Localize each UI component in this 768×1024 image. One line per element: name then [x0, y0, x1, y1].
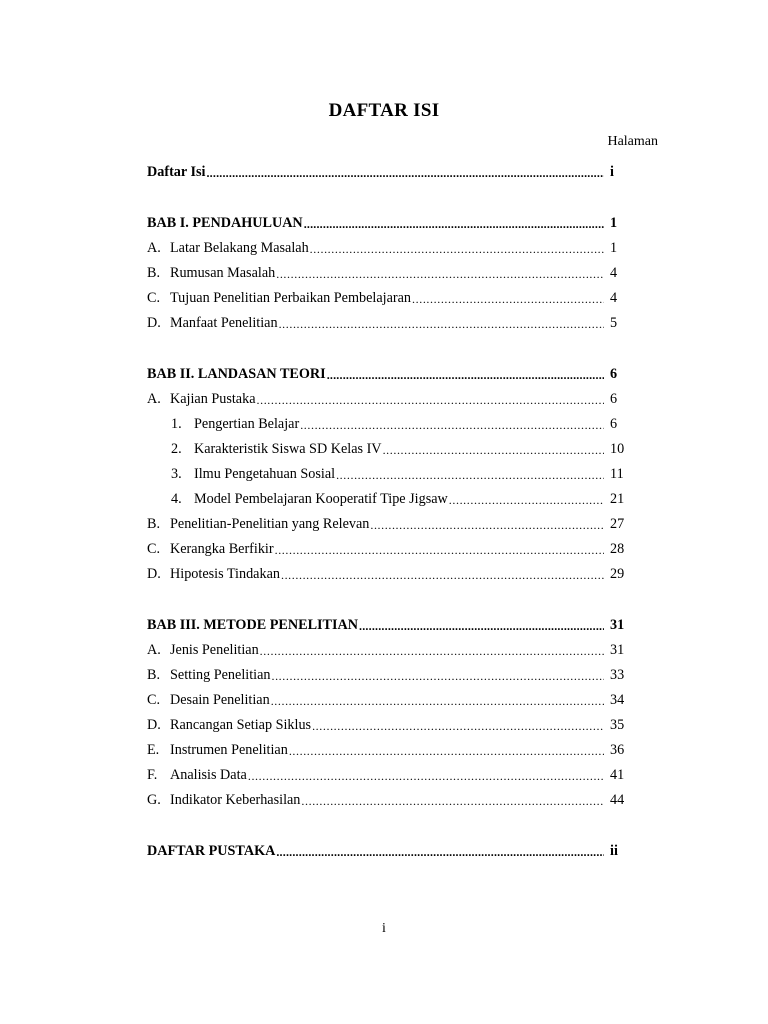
toc-entry-text: Kajian Pustaka	[170, 391, 256, 407]
toc-entry-page: 29	[610, 566, 625, 582]
toc-entry-bab1-a[interactable]	[147, 236, 628, 261]
toc-entry-bab2-a2[interactable]	[147, 437, 628, 462]
toc-entry-text: Analisis Data	[170, 767, 247, 783]
toc-entry-bab3-f[interactable]	[147, 763, 628, 788]
dot-leader	[276, 267, 604, 282]
toc-entry-page: 35	[610, 717, 625, 733]
dot-leader	[301, 794, 604, 809]
toc-entry-page: i	[610, 164, 614, 180]
toc-entry-page: 44	[610, 792, 625, 808]
toc-entry-bab2-a[interactable]	[147, 387, 628, 412]
toc-entry-page: 28	[610, 541, 625, 557]
dot-leader	[281, 568, 604, 583]
toc-entry-daftar-pustaka[interactable]	[147, 839, 628, 864]
toc-entry-text: BAB I. PENDAHULUAN	[147, 215, 303, 231]
toc-entry-page: 10	[610, 441, 625, 457]
dot-leader	[279, 317, 604, 332]
toc-entry-daftar-isi[interactable]	[147, 160, 628, 185]
toc-entry-page: 1	[610, 240, 618, 256]
dot-leader	[449, 493, 604, 508]
toc-entry-marker: D.	[147, 315, 161, 331]
dot-leader	[359, 619, 604, 634]
toc-entry-marker: C.	[147, 290, 161, 306]
toc-entry-text: Penelitian-Penelitian yang Relevan	[170, 516, 370, 532]
toc-entry-bab1-b[interactable]	[147, 261, 628, 286]
dot-leader	[304, 217, 604, 232]
toc-entry-text: Pengertian Belajar	[194, 416, 300, 432]
toc-entry-marker: B.	[147, 516, 161, 532]
toc-entry-bab3[interactable]	[147, 613, 628, 638]
page-title: DAFTAR ISI	[328, 100, 440, 121]
toc-entry-page: 33	[610, 667, 625, 683]
dot-leader	[271, 694, 604, 709]
dot-leader	[310, 242, 604, 257]
toc-entry-bab1[interactable]	[147, 211, 628, 236]
toc-entry-marker: B.	[147, 667, 161, 683]
toc-entry-page: 6	[610, 416, 618, 432]
toc-entry-page: 21	[610, 491, 625, 507]
toc-entry-page: 6	[610, 366, 618, 382]
toc-entry-page: 31	[610, 617, 625, 633]
toc-entry-bab3-e[interactable]	[147, 738, 628, 763]
dot-leader	[383, 443, 604, 458]
dot-leader	[370, 518, 604, 533]
toc-entry-marker: 1.	[171, 416, 182, 432]
toc-entry-page: 36	[610, 742, 625, 758]
toc-entry-bab2-c[interactable]	[147, 537, 628, 562]
toc-entry-page: 5	[610, 315, 618, 331]
toc-entry-marker: 2.	[171, 441, 182, 457]
toc-entry-marker: D.	[147, 566, 161, 582]
toc-entry-bab3-g[interactable]	[147, 788, 628, 813]
table-of-contents	[147, 160, 628, 864]
dot-leader	[206, 166, 604, 181]
toc-entry-text: Tujuan Penelitian Perbaikan Pembelajaran	[170, 290, 412, 306]
toc-entry-bab2[interactable]	[147, 362, 628, 387]
toc-entry-text: Rumusan Masalah	[170, 265, 276, 281]
toc-entry-text: Ilmu Pengetahuan Sosial	[194, 466, 336, 482]
page-column-header: Halaman	[607, 134, 658, 149]
toc-entry-text: Kerangka Berfikir	[170, 541, 274, 557]
dot-leader	[260, 644, 604, 659]
toc-entry-marker: E.	[147, 742, 160, 758]
toc-entry-text: Instrumen Penelitian	[170, 742, 288, 758]
toc-entry-text: Model Pembelajaran Kooperatif Tipe Jigsaw	[194, 491, 448, 507]
toc-entry-bab2-d[interactable]	[147, 562, 628, 587]
toc-entry-text: Hipotesis Tindakan	[170, 566, 280, 582]
dot-leader	[271, 669, 604, 684]
dot-leader	[275, 543, 604, 558]
toc-entry-text: BAB III. METODE PENELITIAN	[147, 617, 359, 633]
dot-leader	[276, 845, 604, 860]
toc-entry-bab2-a1[interactable]	[147, 412, 628, 437]
dot-leader	[248, 769, 604, 784]
dot-leader	[336, 468, 604, 483]
toc-entry-marker: A.	[147, 240, 161, 256]
dot-leader	[327, 368, 604, 383]
toc-entry-marker: G.	[147, 792, 161, 808]
toc-entry-marker: A.	[147, 391, 161, 407]
dot-leader	[289, 744, 604, 759]
toc-entry-page: 4	[610, 290, 618, 306]
toc-entry-marker: B.	[147, 265, 161, 281]
dot-leader	[312, 719, 604, 734]
toc-entry-bab1-c[interactable]	[147, 286, 628, 311]
toc-entry-marker: C.	[147, 541, 161, 557]
toc-entry-page: 6	[610, 391, 618, 407]
toc-entry-page: 11	[610, 466, 624, 482]
toc-entry-page: 27	[610, 516, 625, 532]
toc-entry-bab3-d[interactable]	[147, 713, 628, 738]
toc-entry-text: Daftar Isi	[147, 164, 206, 180]
toc-entry-page: 31	[610, 642, 625, 658]
toc-entry-page: 34	[610, 692, 625, 708]
toc-entry-text: Karakteristik Siswa SD Kelas IV	[194, 441, 382, 457]
toc-entry-text: Desain Penelitian	[170, 692, 270, 708]
dot-leader	[412, 292, 604, 307]
toc-entry-marker: C.	[147, 692, 161, 708]
toc-entry-page: 1	[610, 215, 618, 231]
toc-entry-bab2-a3[interactable]	[147, 462, 628, 487]
toc-entry-bab2-a4[interactable]	[147, 487, 628, 512]
toc-entry-text: DAFTAR PUSTAKA	[147, 843, 276, 859]
toc-entry-text: Indikator Keberhasilan	[170, 792, 301, 808]
toc-entry-text: Rancangan Setiap Siklus	[170, 717, 312, 733]
toc-entry-text: BAB II. LANDASAN TEORI	[147, 366, 326, 382]
page-number: i	[382, 921, 386, 936]
toc-entry-text: Setting Penelitian	[170, 667, 271, 683]
toc-entry-page: 41	[610, 767, 625, 783]
toc-entry-text: Latar Belakang Masalah	[170, 240, 309, 256]
toc-entry-bab1-d[interactable]	[147, 311, 628, 336]
toc-entry-marker: D.	[147, 717, 161, 733]
toc-entry-marker: F.	[147, 767, 158, 783]
toc-entry-marker: A.	[147, 642, 161, 658]
toc-entry-text: Jenis Penelitian	[170, 642, 259, 658]
toc-entry-page: ii	[610, 843, 618, 859]
toc-entry-bab3-a[interactable]	[147, 638, 628, 663]
dot-leader	[257, 393, 605, 408]
toc-entry-marker: 4.	[171, 491, 182, 507]
toc-entry-marker: 3.	[171, 466, 182, 482]
toc-entry-text: Manfaat Penelitian	[170, 315, 278, 331]
toc-entry-bab3-b[interactable]	[147, 663, 628, 688]
toc-entry-bab2-b[interactable]	[147, 512, 628, 537]
toc-entry-bab3-c[interactable]	[147, 688, 628, 713]
dot-leader	[300, 418, 604, 433]
toc-entry-page: 4	[610, 265, 618, 281]
